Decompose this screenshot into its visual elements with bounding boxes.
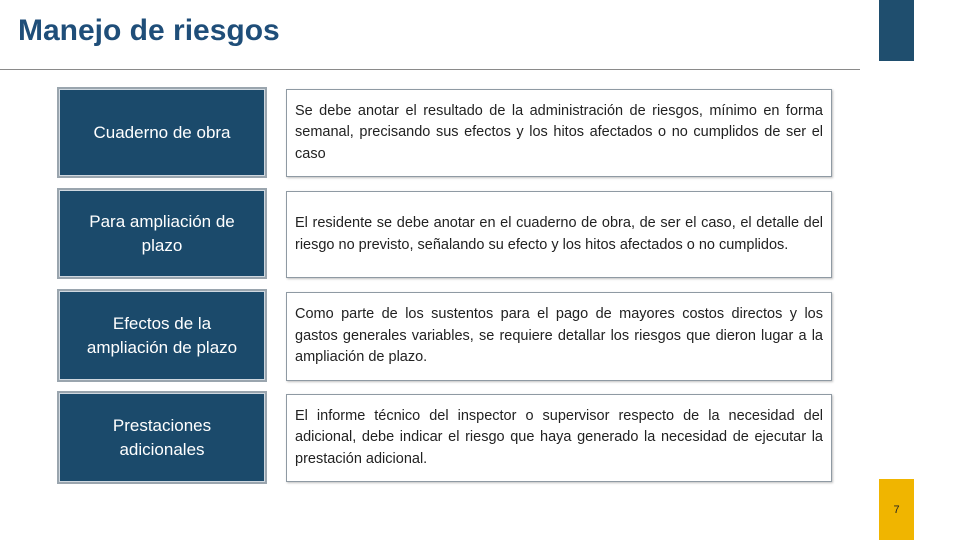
row-label-text: Para ampliación de plazo: [89, 211, 235, 255]
row-label-prestaciones-adicionales: [59, 393, 265, 482]
row-label-cuaderno-de-obra: [59, 89, 265, 176]
row-description-cuaderno-de-obra: [286, 89, 832, 177]
slide-title: Manejo de riesgos: [18, 14, 280, 47]
corner-accent-block: [879, 0, 914, 61]
row-label-efectos-ampliacion: [59, 291, 265, 380]
page-number-badge: [879, 479, 914, 540]
row-description-text: El residente se debe anotar en el cuaderno de obra, de ser el caso, el detalle del riesgo no previsto, señalando su efecto y los hitos afectados o no cumplidos.: [295, 215, 823, 253]
row-label-text: Efectos de la ampliación de plazo: [86, 313, 238, 357]
row-label-ampliacion-de-plazo: [59, 190, 265, 277]
row-label-text: Prestaciones adicionales: [112, 415, 212, 459]
title-divider: [0, 69, 860, 70]
row-label-text: Cuaderno de obra: [93, 122, 231, 142]
row-description-text: Se debe anotar el resultado de la administración de riesgos, mínimo en forma semanal, precisando sus efectos y los hitos afectados o no cumplidos de ser el caso: [295, 102, 823, 162]
row-description-text: El informe técnico del inspector o supervisor respecto de la necesidad del adicional, debe indicar el riesgo que haya generado la necesidad de ejecutar la prestación adicional.: [295, 407, 823, 467]
row-description-efectos-ampliacion: [286, 292, 832, 381]
row-description-ampliacion-de-plazo: [286, 191, 832, 278]
page-number: 7: [893, 503, 900, 516]
row-description-text: Como parte de los sustentos para el pago de mayores costos directos y los gastos generales variables, se requiere detallar los riesgos que dieron lugar a la ampliación de plazo.: [295, 306, 823, 366]
row-description-prestaciones-adicionales: [286, 394, 832, 482]
